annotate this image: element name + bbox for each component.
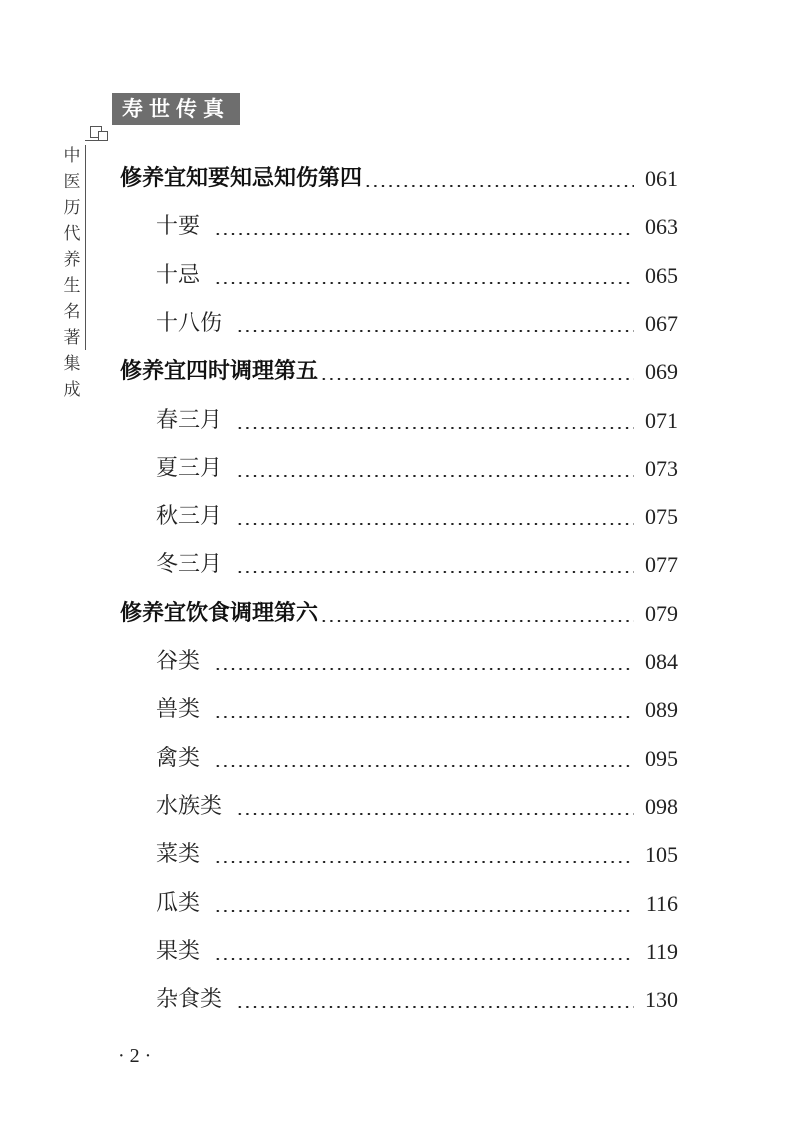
- toc-dot-leader: [214, 958, 634, 960]
- toc-section-row: [0, 739, 800, 779]
- toc-section-row: [0, 497, 800, 537]
- toc-section-row: [0, 642, 800, 682]
- toc-dot-leader: [236, 475, 634, 477]
- toc-dot-leader: [214, 233, 634, 235]
- collection-title-char: 养: [63, 250, 81, 270]
- toc-page-number: 071: [645, 408, 678, 433]
- toc-page-number: 077: [645, 552, 678, 577]
- toc-page-number: 119: [645, 939, 678, 964]
- toc-dot-leader: [236, 427, 634, 429]
- toc-page-number: 105: [645, 842, 678, 867]
- series-title-banner: 寿世传真: [112, 93, 240, 125]
- toc-chapter-title: 修养宜四时调理第五: [120, 359, 319, 384]
- toc-chapter-title: 修养宜知要知忌知伤第四: [120, 166, 363, 191]
- toc-section-title: 春三月: [156, 408, 223, 433]
- toc-page-number: 075: [645, 504, 678, 529]
- toc-dot-leader: [320, 620, 634, 622]
- decorative-rule-top: [85, 140, 99, 141]
- collection-title-char: 集: [63, 354, 81, 374]
- toc-section-title: 兽类: [156, 697, 201, 722]
- toc-section-row: [0, 690, 800, 730]
- toc-page-number: 073: [645, 456, 678, 481]
- toc-dot-leader: [214, 861, 634, 863]
- toc-section-row: [0, 304, 800, 344]
- toc-section-row: [0, 256, 800, 296]
- toc-chapter-row: [0, 594, 800, 634]
- toc-page-number: 067: [645, 311, 678, 336]
- toc-dot-leader: [236, 523, 634, 525]
- toc-section-title: 谷类: [156, 649, 201, 674]
- toc-section-row: [0, 835, 800, 875]
- toc-section-row: [0, 884, 800, 924]
- toc-section-row: [0, 401, 800, 441]
- toc-page-number: 069: [645, 359, 678, 384]
- collection-title-char: 中: [63, 146, 81, 166]
- page-number: · 2 ·: [118, 1045, 152, 1067]
- toc-section-row: [0, 980, 800, 1020]
- toc-page-number: 079: [645, 601, 678, 626]
- toc-section-title: 十八伤: [156, 311, 223, 336]
- toc-dot-leader: [214, 716, 634, 718]
- toc-page-number: 065: [645, 263, 678, 288]
- toc-dot-leader: [236, 1006, 634, 1008]
- collection-title-char: 生: [63, 276, 81, 296]
- toc-chapter-title: 修养宜饮食调理第六: [120, 601, 319, 626]
- toc-section-title: 水族类: [156, 794, 223, 819]
- toc-dot-leader: [236, 330, 634, 332]
- decorative-square-inner: [98, 131, 108, 141]
- toc-page-number: 063: [645, 214, 678, 239]
- toc-dot-leader: [214, 765, 634, 767]
- toc-dot-leader: [236, 571, 634, 573]
- toc-dot-leader: [320, 378, 634, 380]
- toc-page-number: 061: [645, 166, 678, 191]
- toc-page-number: 130: [645, 987, 678, 1012]
- toc-dot-leader: [236, 813, 634, 815]
- toc-section-title: 菜类: [156, 842, 201, 867]
- toc-section-title: 瓜类: [156, 891, 201, 916]
- toc-page-number: 089: [645, 697, 678, 722]
- toc-chapter-row: [0, 159, 800, 199]
- toc-dot-leader: [214, 282, 634, 284]
- collection-title-char: 著: [63, 328, 81, 348]
- toc-dot-leader: [364, 185, 634, 187]
- collection-title-char: 成: [63, 380, 81, 400]
- toc-dot-leader: [214, 668, 634, 670]
- collection-title-char: 代: [63, 224, 81, 244]
- toc-section-row: [0, 787, 800, 827]
- collection-title-char: 历: [63, 198, 81, 218]
- toc-section-title: 果类: [156, 939, 201, 964]
- toc-section-row: [0, 207, 800, 247]
- toc-section-row: [0, 545, 800, 585]
- toc-dot-leader: [214, 910, 634, 912]
- toc-section-title: 杂食类: [156, 987, 223, 1012]
- toc-chapter-row: [0, 352, 800, 392]
- toc-section-title: 冬三月: [156, 552, 223, 577]
- toc-page-number: 116: [645, 891, 678, 916]
- toc-section-title: 十忌: [156, 263, 201, 288]
- toc-page-number: 095: [645, 746, 678, 771]
- collection-title-char: 名: [63, 302, 81, 322]
- toc-section-title: 秋三月: [156, 504, 223, 529]
- toc-section-title: 禽类: [156, 746, 201, 771]
- collection-title-char: 医: [63, 172, 81, 192]
- toc-page-number: 098: [645, 794, 678, 819]
- toc-section-row: [0, 449, 800, 489]
- toc-section-row: [0, 932, 800, 972]
- toc-page-number: 084: [645, 649, 678, 674]
- toc-section-title: 夏三月: [156, 456, 223, 481]
- toc-section-title: 十要: [156, 214, 201, 239]
